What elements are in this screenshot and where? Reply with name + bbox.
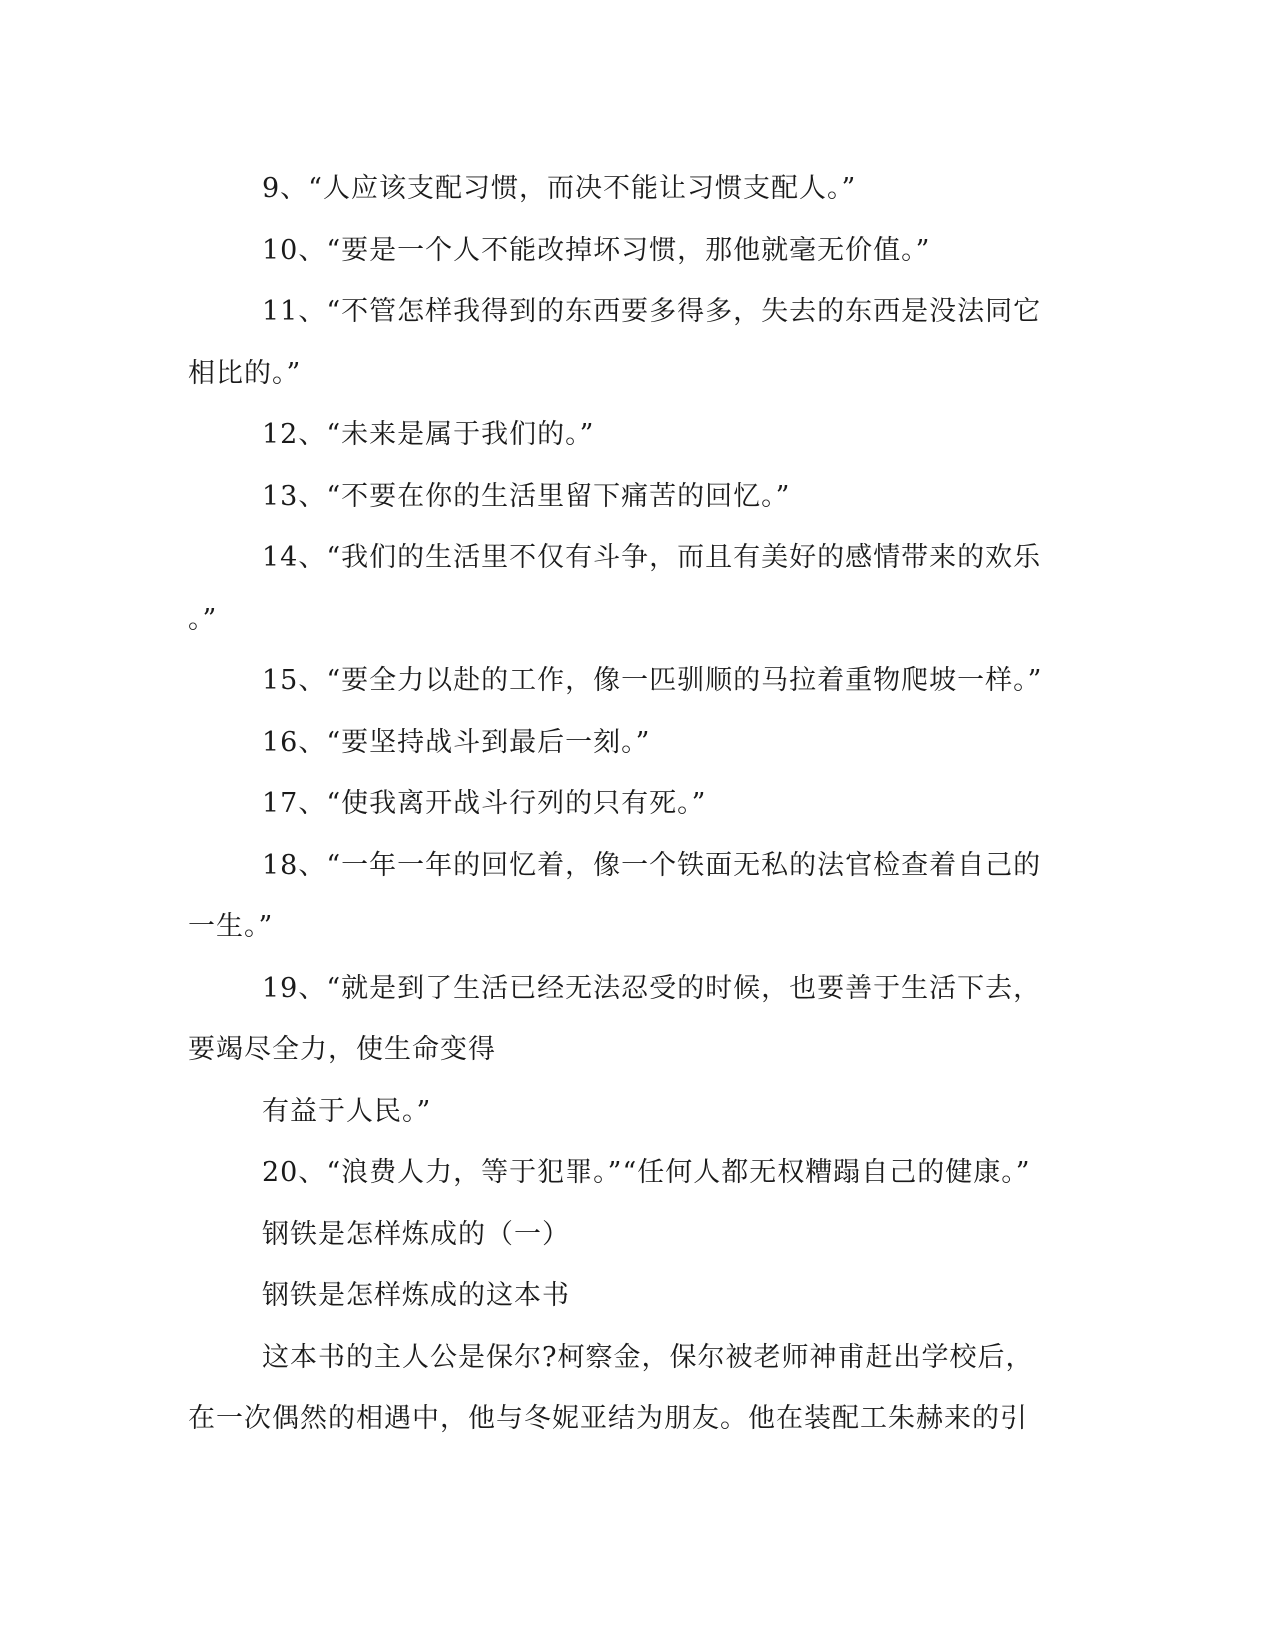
section-subheading: 钢铁是怎样炼成的这本书 <box>262 1280 570 1311</box>
quote-line-9: 9、“人应该支配习惯，而决不能让习惯支配人。” <box>262 173 857 204</box>
quote-line-19: 19、“就是到了生活已经无法忍受的时候，也要善于生活下去， <box>262 972 1042 1004</box>
quote-line-16: 16、“要坚持战斗到最后一刻。” <box>262 726 651 758</box>
quote-line-14-continued: 。” <box>188 603 218 635</box>
paragraph-line-2: 在一次偶然的相遇中，他与冬妮亚结为朋友。他在装配工朱赫来的引 <box>188 1403 1028 1434</box>
quote-line-20: 20、“浪费人力，等于犯罪。”“任何人都无权糟蹋自己的健康。” <box>262 1157 1031 1188</box>
quote-line-10: 10、“要是一个人不能改掉坏习惯，那他就毫无价值。” <box>262 234 931 266</box>
quote-line-18-continued: 一生。” <box>188 911 274 942</box>
quote-line-14: 14、“我们的生活里不仅有斗争，而且有美好的感情带来的欢乐 <box>262 542 1042 573</box>
section-heading: 钢铁是怎样炼成的（一） <box>262 1218 570 1250</box>
document-body <box>188 158 1068 1450</box>
quote-line-17: 17、“使我离开战斗行列的只有死。” <box>262 788 707 819</box>
quote-line-19-end: 有益于人民。” <box>262 1095 432 1127</box>
quote-line-15: 15、“要全力以赴的工作，像一匹驯顺的马拉着重物爬坡一样。” <box>262 665 1043 696</box>
quote-line-18: 18、“一年一年的回忆着，像一个铁面无私的法官检查着自己的 <box>262 849 1042 881</box>
quote-line-11: 11、“不管怎样我得到的东西要多得多，失去的东西是没法同它 <box>262 296 1042 327</box>
quote-line-11-continued: 相比的。” <box>188 357 302 389</box>
paragraph-line-1: 这本书的主人公是保尔?柯察金，保尔被老师神甫赶出学校后， <box>262 1341 1034 1373</box>
quote-line-13: 13、“不要在你的生活里留下痛苦的回忆。” <box>262 480 791 512</box>
quote-line-19-continued: 要竭尽全力，使生命变得 <box>188 1034 496 1065</box>
quote-line-12: 12、“未来是属于我们的。” <box>262 419 595 450</box>
